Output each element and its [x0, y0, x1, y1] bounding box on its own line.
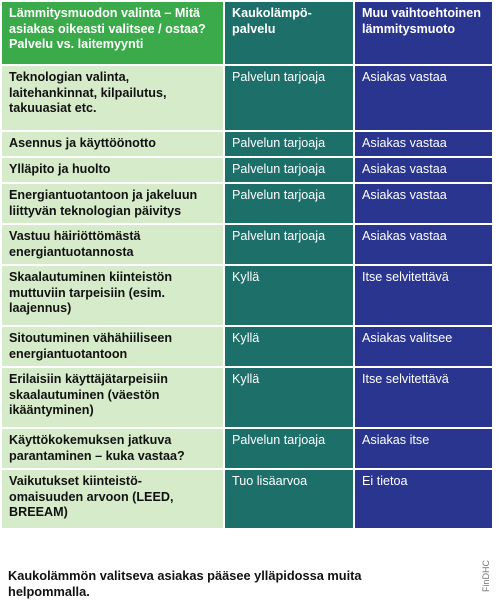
- row-criterion: Ylläpito ja huolto: [1, 157, 224, 183]
- row-alternative-value: Itse selvitettävä: [354, 367, 493, 428]
- row-criterion: Teknologian valinta, laitehankinnat, kilpailutus, takuuasiat etc.: [1, 65, 224, 131]
- header-row: [1, 1, 493, 65]
- table-row: [1, 65, 493, 131]
- header-question: Lämmitysmuodon valinta – Mitä asiakas oikeasti valitsee / ostaa? Palvelu vs. laitemyynti: [1, 1, 224, 65]
- row-alternative-value: Asiakas vastaa: [354, 131, 493, 157]
- row-criterion: Vastuu häiriöttömästä energiantuotannosta: [1, 224, 224, 265]
- row-district-heating-value: Palvelun tarjoaja: [224, 428, 354, 469]
- header-district-heating: Kaukolämpö-palvelu: [224, 1, 354, 65]
- table-row: [1, 265, 493, 326]
- row-criterion: Skaalautuminen kiinteistön muttuviin tarpeisiin (esim. laajennus): [1, 265, 224, 326]
- table-row: [1, 469, 493, 529]
- row-district-heating-value: Palvelun tarjoaja: [224, 183, 354, 224]
- credit-label: FinDHC: [481, 559, 491, 592]
- row-district-heating-value: Kyllä: [224, 326, 354, 367]
- row-district-heating-value: Kyllä: [224, 367, 354, 428]
- table-row: [1, 224, 493, 265]
- table-row: [1, 428, 493, 469]
- row-district-heating-value: Kyllä: [224, 265, 354, 326]
- row-alternative-value: Asiakas vastaa: [354, 157, 493, 183]
- row-district-heating-value: Palvelun tarjoaja: [224, 157, 354, 183]
- row-district-heating-value: Palvelun tarjoaja: [224, 131, 354, 157]
- header-alternative: Muu vaihtoehtoinen lämmitysmuoto: [354, 1, 493, 65]
- row-alternative-value: Itse selvitettävä: [354, 265, 493, 326]
- row-alternative-value: Asiakas itse: [354, 428, 493, 469]
- row-criterion: Vaikutukset kiinteistö-omaisuuden arvoon (LEED, BREEAM): [1, 469, 224, 529]
- footnote: Kaukolämmön valitseva asiakas pääsee ylläpidossa muita helpommalla.: [8, 568, 362, 599]
- table-row: [1, 131, 493, 157]
- table-row: [1, 183, 493, 224]
- row-criterion: Käyttökokemuksen jatkuva parantaminen – kuka vastaa?: [1, 428, 224, 469]
- row-alternative-value: Ei tietoa: [354, 469, 493, 529]
- row-alternative-value: Asiakas vastaa: [354, 183, 493, 224]
- row-district-heating-value: Palvelun tarjoaja: [224, 65, 354, 131]
- row-alternative-value: Asiakas valitsee: [354, 326, 493, 367]
- row-criterion: Erilaisiin käyttäjätarpeisiin skaalautuminen (väestön ikääntyminen): [1, 367, 224, 428]
- row-alternative-value: Asiakas vastaa: [354, 65, 493, 131]
- row-district-heating-value: Palvelun tarjoaja: [224, 224, 354, 265]
- table-row: [1, 367, 493, 428]
- row-criterion: Energiantuotantoon ja jakeluun liittyvän teknologian päivitys: [1, 183, 224, 224]
- row-district-heating-value: Tuo lisäarvoa: [224, 469, 354, 529]
- table-row: [1, 157, 493, 183]
- row-alternative-value: Asiakas vastaa: [354, 224, 493, 265]
- row-criterion: Asennus ja käyttöönotto: [1, 131, 224, 157]
- table-row: [1, 326, 493, 367]
- row-criterion: Sitoutuminen vähähiiliseen energiantuotantoon: [1, 326, 224, 367]
